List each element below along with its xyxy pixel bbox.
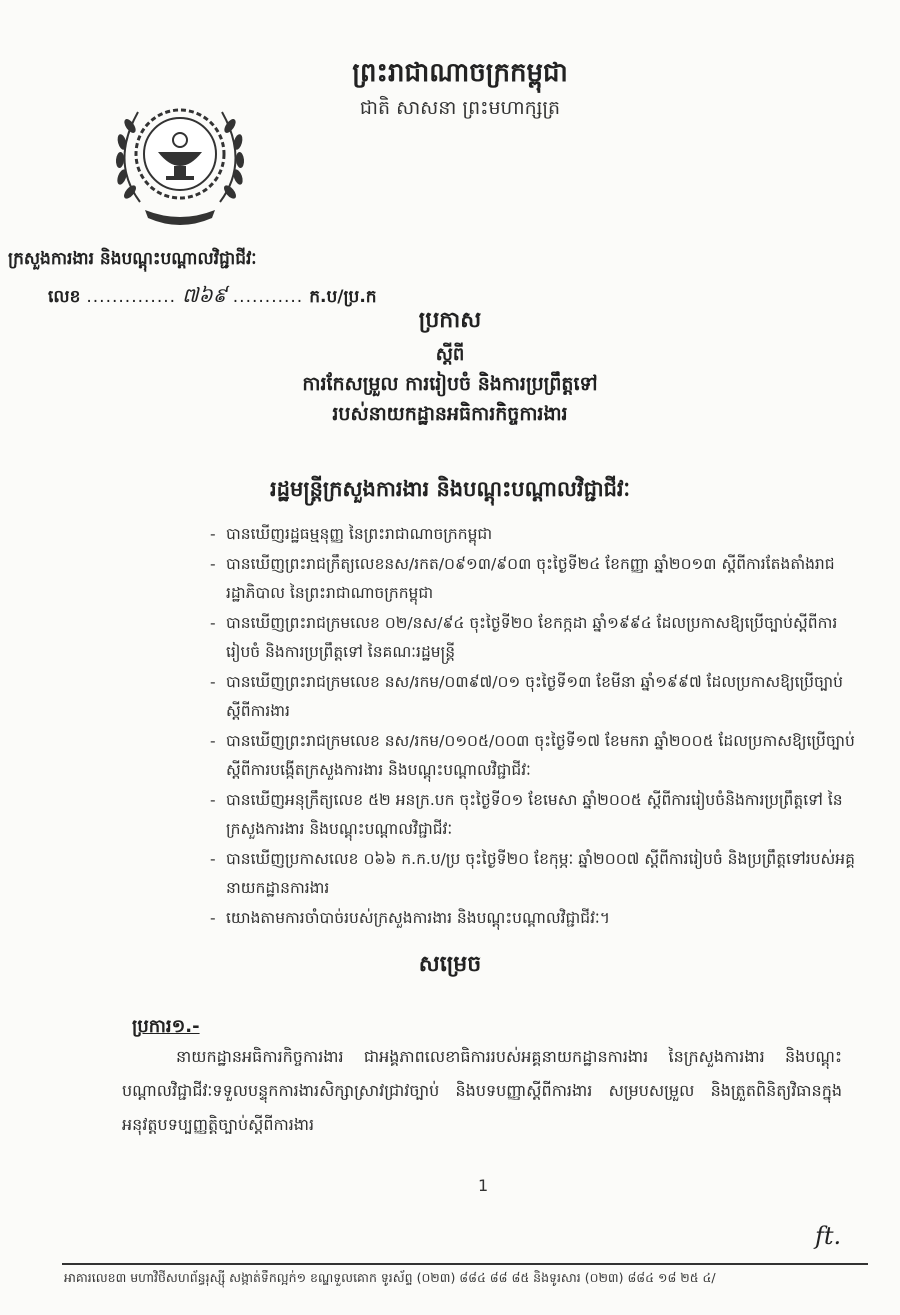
handwritten-number: ៧៦៩ (182, 283, 227, 307)
visa-item: - បានឃើញប្រកាសលេខ ០៦៦ ក.ក.ប/ប្រ ចុះថ្ងៃទី២០ ខែកុម្ភៈ ឆ្នាំ២០០៧ ស្តីពីការរៀបចំ និងប្រព្រឹត្តទៅរបស់អគ្គនាយកដ្ឋានការងារ (226, 845, 866, 903)
visa-item: - បានឃើញព្រះរាជក្រមលេខ នស/រកម/០៣៩៧/០១ ចុះថ្ងៃទី១៣ ខែមីនា ឆ្នាំ១៩៩៧ ដែលប្រកាសឱ្យប្រើច្បាប់ស្តីពីការងារ (226, 668, 866, 726)
number-dots: .............. (86, 287, 177, 307)
decision-heading: សម្រេច (418, 952, 482, 977)
visa-item: - បានឃើញអនុក្រឹត្យលេខ ៥២ អនក្រ.បក ចុះថ្ងៃទី០១ ខែមេសា ឆ្នាំ២០០៥ ស្តីពីការរៀបចំនិងការប្រព្រឹត្តទៅ នៃក្រសួងការងារ និងបណ្តុះបណ្តាលវិជ្ជាជីវៈ (226, 786, 866, 844)
footer-address: អាគារលេខ៣ មហាវិថីសហព័ន្ធរុស្ស៊ី សង្កាត់ទឹកល្អក់១ ខណ្ឌទួលគោក ទូរស័ព្ទ (០២៣) ៨៨៤ ៨៨ ៨៥ និងទូរសារ (០២៣) ៨៨៤ ១៨ ២៥ ៤/ (64, 1270, 716, 1285)
number-label: លេខ (48, 287, 81, 307)
handwritten-initials: ft. (815, 1222, 842, 1250)
ministry-name: ក្រសួងការងារ និងបណ្តុះបណ្តាលវិជ្ជាជីវៈ (8, 249, 257, 269)
visa-item: - បានឃើញព្រះរាជក្រមលេខ ០២/នស/៩៤ ចុះថ្ងៃទី២០ ខែកក្កដា ឆ្នាំ១៩៩៤ ដែលប្រកាសឱ្យប្រើច្បាប់ស្តីពីការរៀបចំ និងការប្រព្រឹត្តទៅ នៃគណៈរដ្ឋមន្ត្រី (226, 609, 866, 667)
number-dots-2: ........... (232, 287, 304, 307)
article-label: ប្រការ១.- (132, 1016, 200, 1037)
visa-item: - បានឃើញព្រះរាជក្រមលេខ នស/រកម/០១០៥/០០៣ ចុះថ្ងៃទី១៧ ខែមករា ឆ្នាំ២០០៥ ដែលប្រកាសឱ្យប្រើច្បាប់ស្តីពីការបង្កើតក្រសួងការងារ និងបណ្តុះបណ្តាលវិជ្ជាជីវៈ (226, 727, 866, 785)
national-motto: ជាតិ សាសនា ព្រះមហាក្សត្រ (359, 97, 561, 119)
subject-line-2: របស់នាយកដ្ឋានអធិការកិច្ចការងារ (332, 403, 568, 425)
visa-item: - បានឃើញព្រះរាជក្រឹត្យលេខនស/រកត/០៩១៣/៩០៣ ចុះថ្ងៃទី២៤ ខែកញ្ញា ឆ្នាំ២០១៣ ស្តីពីការតែងតាំងរាជរដ្ឋាភិបាល នៃព្រះរាជាណាចក្រកម្ពុជា (226, 550, 866, 608)
kingdom-heading: ព្រះរាជាណាចក្រកម្ពុជា (352, 58, 568, 88)
visa-item: - យោងតាមការចាំបាច់របស់ក្រសួងការងារ និងបណ្តុះបណ្តាលវិជ្ជាជីវៈ។ (226, 904, 866, 933)
visa-item: - បានឃើញរដ្ឋធម្មនុញ្ញ នៃព្រះរាជាណាចក្រកម្ពុជា (226, 520, 866, 549)
document-type: ប្រកាស (418, 308, 482, 333)
article-body: នាយកដ្ឋានអធិការកិច្ចការងារ ជាអង្គភាពលេខាធិការរបស់អគ្គនាយកដ្ឋានការងារ នៃក្រសួងការងារ និងបណ្តុះបណ្តាលវិជ្ជាជីវៈទទួលបន្ទុកការងារសិក្សាស្រាវជ្រាវច្បាប់ និងបទបញ្ញាស្តីពីការងារ សម្របសម្រួល និងត្រួតពិនិត្យវិធានក្នុងអនុវត្តបទប្បញ្ញត្តិច្បាប់ស្តីពីការងារ (122, 1047, 842, 1134)
page-number: 1 (478, 1176, 489, 1195)
visa-list (226, 520, 866, 934)
subject-line-1: ការកែសម្រួល ការរៀបចំ និងការប្រព្រឹត្តទៅ (302, 373, 598, 395)
number-suffix: ក.ប/ប្រ.ក (309, 287, 377, 307)
ministry-seal-logo (100, 82, 260, 232)
issuing-authority: រដ្ឋមន្ត្រីក្រសួងការងារ និងបណ្តុះបណ្តាលវិជ្ជាជីវៈ (270, 477, 630, 501)
footer-divider (62, 1263, 868, 1265)
subject-label: ស្តីពី (435, 344, 465, 365)
